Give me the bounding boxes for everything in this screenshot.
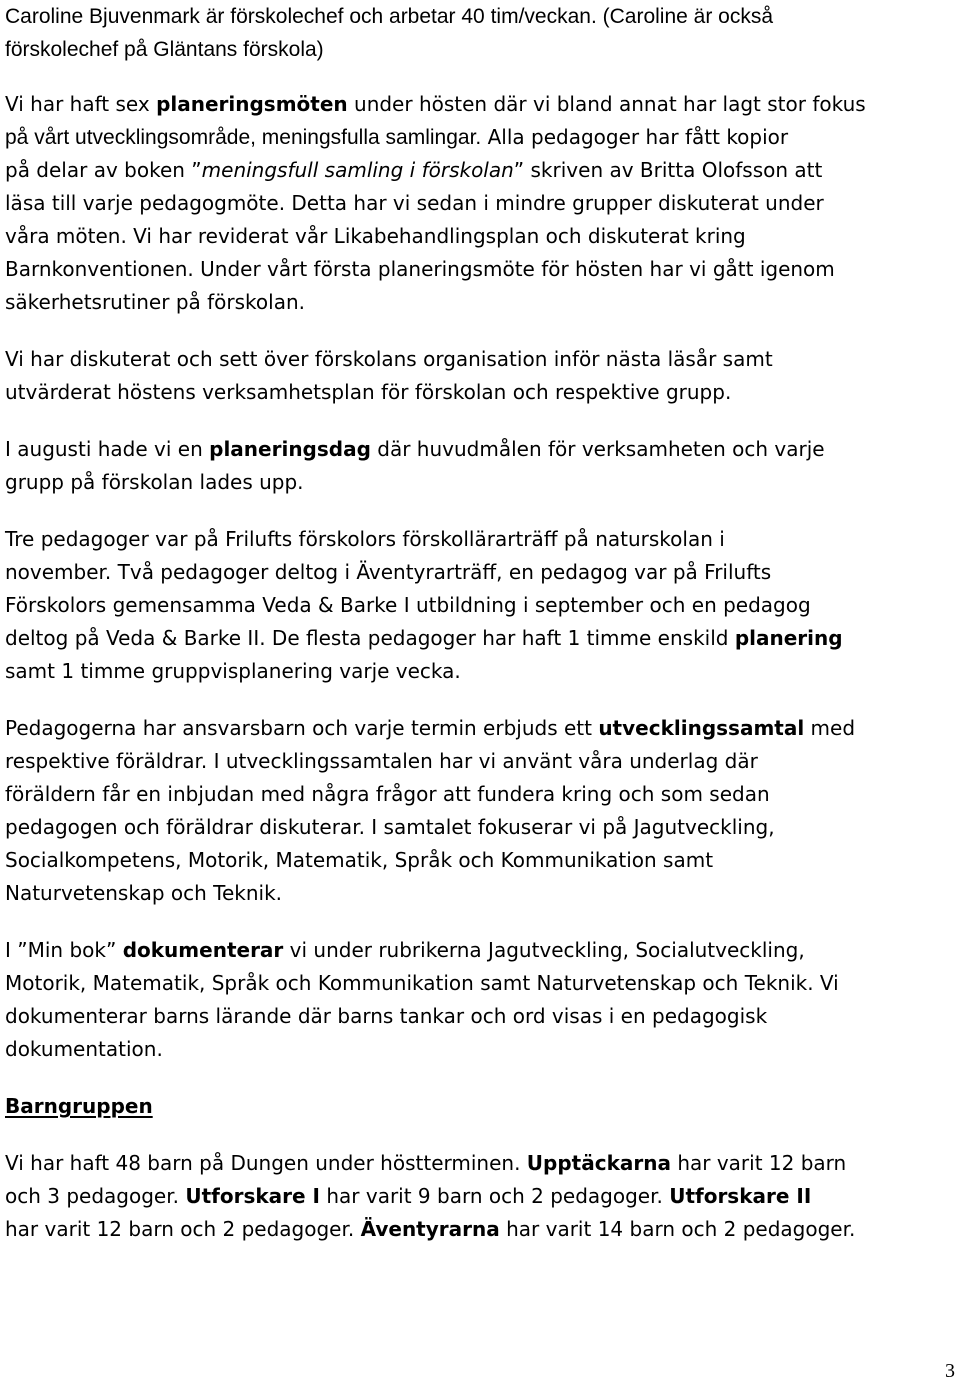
text-line xyxy=(5,1180,957,1213)
text-line: läsa till varje pedagogmöte. Detta har vi sedan i mindre grupper diskuterat under xyxy=(5,191,824,215)
text-run: med xyxy=(804,716,856,740)
text-line: föräldern får en inbjudan med några frågor att fundera kring och som sedan xyxy=(5,782,770,806)
text-line xyxy=(5,433,957,466)
group-name: Upptäckarna xyxy=(526,1151,671,1175)
text-run: Vi har haft 48 barn på Dungen under höstterminen. xyxy=(5,1151,527,1175)
page-number: 3 xyxy=(945,1360,955,1382)
text-run: och 3 pedagoger. xyxy=(5,1184,186,1208)
planning-day-paragraph xyxy=(5,433,957,499)
bold-term: planeringsdag xyxy=(209,437,371,461)
text-run: har varit 9 barn och 2 pedagoger. xyxy=(319,1184,670,1208)
text-line xyxy=(5,622,957,655)
text-line: Förskolors gemensamma Veda & Barke I utbildning i september och en pedagog xyxy=(5,593,811,617)
text-line xyxy=(5,712,957,745)
text-line xyxy=(5,1213,957,1246)
group-name: Utforskare I xyxy=(185,1184,320,1208)
section-heading: Barngruppen xyxy=(5,1094,153,1118)
text-run: ” skriven av Britta Olofsson att xyxy=(513,158,823,182)
group-name: Utforskare II xyxy=(669,1184,812,1208)
intro-paragraph xyxy=(5,0,957,66)
text-line: Motorik, Matematik, Språk och Kommunikation samt Naturvetenskap och Teknik. Vi xyxy=(5,971,839,995)
book-title: meningsfull samling i förskolan xyxy=(201,158,514,182)
text-run: I ”Min bok” xyxy=(5,938,123,962)
text-line: samt 1 timme gruppvisplanering varje vecka. xyxy=(5,659,461,683)
text-run: där huvudmålen för verksamheten och varje xyxy=(370,437,825,461)
organisation-paragraph xyxy=(5,343,957,409)
bold-term: planering xyxy=(734,626,843,650)
text-line: Barnkonventionen. Under vårt första planeringsmöte för hösten har vi gått igenom xyxy=(5,257,835,281)
text-line: våra möten. Vi har reviderat vår Likabehandlingsplan och diskuterat kring xyxy=(5,224,746,248)
text-run: har varit 14 barn och 2 pedagoger. xyxy=(499,1217,856,1241)
text-line xyxy=(5,88,957,121)
child-groups-paragraph xyxy=(5,1147,957,1246)
text-line: pedagogen och föräldrar diskuterar. I samtalet fokuserar vi på Jagutveckling, xyxy=(5,815,775,839)
text-run: I augusti hade vi en xyxy=(5,437,210,461)
text-line xyxy=(5,121,957,154)
text-run: på vårt utvecklingsområde, meningsfulla samlingar. xyxy=(5,126,482,149)
text-line: Socialkompetens, Motorik, Matematik, Språk och Kommunikation samt xyxy=(5,848,714,872)
text-run: har varit 12 barn och 2 pedagoger. xyxy=(5,1217,361,1241)
document-page xyxy=(5,0,957,1246)
text-run: Pedagogerna har ansvarsbarn och varje termin erbjuds ett xyxy=(5,716,599,740)
text-line xyxy=(5,154,957,187)
training-paragraph xyxy=(5,523,957,688)
documentation-paragraph xyxy=(5,934,957,1066)
text-line: säkerhetsrutiner på förskolan. xyxy=(5,290,305,314)
text-run: vi under rubrikerna Jagutveckling, Socialutveckling, xyxy=(283,938,805,962)
text-line: Naturvetenskap och Teknik. xyxy=(5,881,283,905)
text-line: Vi har diskuterat och sett över förskolans organisation inför nästa läsår samt xyxy=(5,347,773,371)
group-name: Äventyrarna xyxy=(360,1217,500,1241)
bold-term: planeringsmöten xyxy=(156,92,348,116)
text-line: utvärderat höstens verksamhetsplan för förskolan och respektive grupp. xyxy=(5,380,732,404)
text-run: Alla pedagoger har fått kopior xyxy=(481,125,789,149)
text-line: grupp på förskolan lades upp. xyxy=(5,470,304,494)
text-run: deltog på Veda & Barke II. De flesta pedagoger har haft 1 timme enskild xyxy=(5,626,735,650)
bold-term: utvecklingssamtal xyxy=(598,716,805,740)
text-run: har varit 12 barn xyxy=(670,1151,847,1175)
text-line xyxy=(5,934,957,967)
text-run: på delar av boken ” xyxy=(5,158,202,182)
text-line: dokumentation. xyxy=(5,1037,163,1061)
text-line: dokumenterar barns lärande där barns tankar och ord visas i en pedagogisk xyxy=(5,1004,768,1028)
text-line: Caroline Bjuvenmark är förskolechef och arbetar 40 tim/veckan. (Caroline är också xyxy=(5,5,774,28)
text-line: Tre pedagoger var på Frilufts förskolors förskollärarträff på naturskolan i xyxy=(5,527,725,551)
text-line xyxy=(5,1147,957,1180)
text-run: Vi har haft sex xyxy=(5,92,157,116)
bold-term: dokumenterar xyxy=(122,938,284,962)
text-run: under hösten där vi bland annat har lagt stor fokus xyxy=(347,92,866,116)
text-line: respektive föräldrar. I utvecklingssamtalen har vi använt våra underlag där xyxy=(5,749,758,773)
development-talks-paragraph xyxy=(5,712,957,910)
text-line: förskolechef på Gläntans förskola) xyxy=(5,38,324,61)
text-line: november. Två pedagoger deltog i Äventyrarträff, en pedagog var på Frilufts xyxy=(5,560,772,584)
planning-meetings-paragraph xyxy=(5,88,957,319)
